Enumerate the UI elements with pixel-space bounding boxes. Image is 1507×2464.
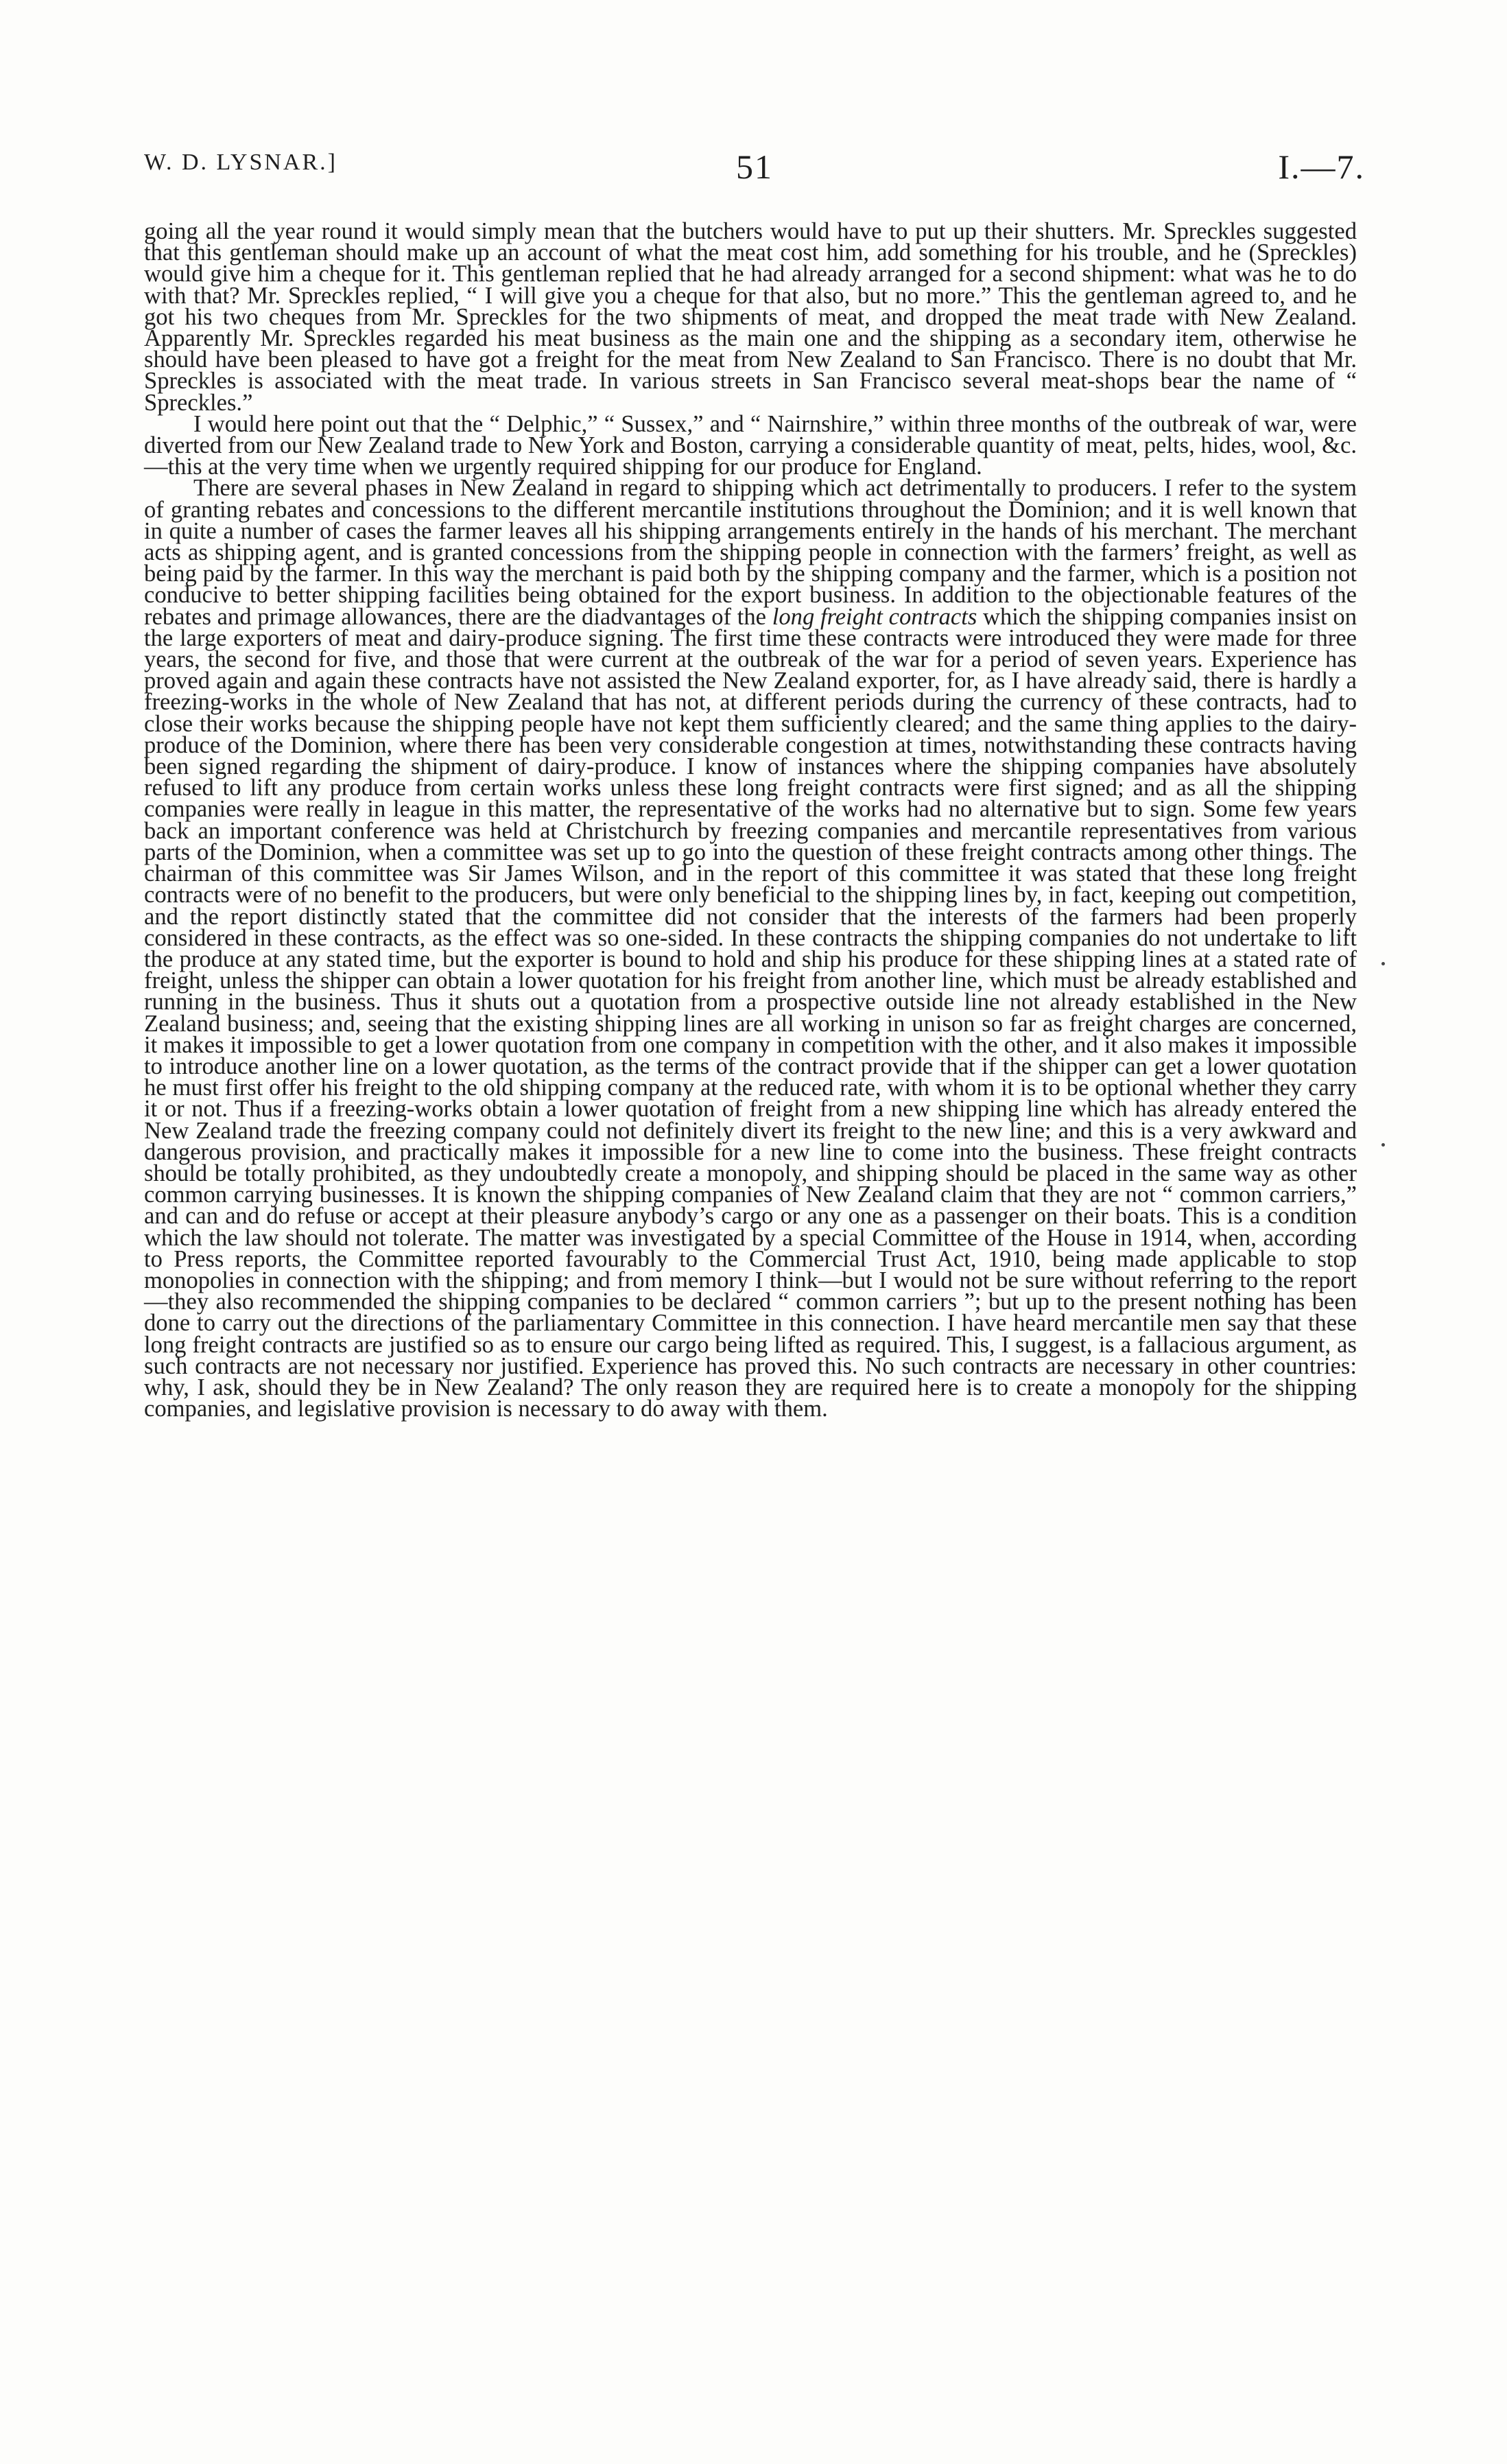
paragraph-freight-contracts-part2: which the shipping companies insist on the large exporters of meat and dairy-produce signing. The first time these contracts were introduced they were made for three years, the second for five, and those that were current at the outbreak of the war for a period of seven years. Experience has proved again and again these contracts have not assisted the New Zealand exporter, for, as I have already said, there is hardly a freezing-works in the whole of New Zealand that has not, at different periods during the currency of these contracts, had to close their works because the shipping people have not kept them sufficiently cleared; and the same thing applies to the dairy-produce of the Dominion, where there has been very considerable congestion at times, notwithstanding these contracts having been signed regarding the shipment of dairy-produce. I know of instances where the shipping companies have absolutely refused to lift any produce from certain works unless these long freight contracts were first signed; and as all the shipping companies were really in league in this matter, the representative of the works had no alternative but to sign. Some few years back an important conference was held at Christchurch by freezing companies and mercantile representatives from various parts of the Dominion, when a committee was set up to go into the question of these freight contracts among other things. The chairman of this committee was Sir James Wilson, and in the report of this committee it was stated that these long freight contracts were of no benefit to the producers, but were only beneficial to the shipping lines by, in fact, keeping out competition, and the report distinctly stated that the committee did not consider that the interests of the farmers had been properly considered in these contracts, as the effect was so one-sided. In these contracts the shipping companies do not undertake to lift the produce at any stated time, but the exporter is bound to hold and ship his produce for these shipping lines at a stated rate of freight, unless the shipper can obtain a lower quotation for his freight from another line, which must be already established and running in the business. Thus it shuts out a quotation from a prospective outside line not already established in the New Zealand business; and, seeing that the existing shipping lines are all working in unison so far as freight charges are concerned, it makes it impossible to get a lower quotation from one company in competition with the other, and it also makes it impossible to introduce another line on a lower quotation, as the terms of the contract provide that if the shipper can get a lower quotation he must first offer his freight to the old shipping company at the reduced rate, with whom it is to be optional whether they carry it or not. Thus if a freezing-works obtain a lower quotation of freight from a new shipping line which has already entered the New Zealand trade the freezing company could not definitely divert its freight to the new line; and this is a very awkward and dangerous provision, and practically makes it impossible for a new line to come into the business. These freight contracts should be totally prohibited, as they undoubtedly create a monopoly, and shipping should be placed in the same way as other common carrying businesses. It is known the shipping companies of New Zealand claim that they are not “ common carriers,” and can and do refuse or accept at their pleasure anybody’s cargo or any one as a passenger on their boats. This is a condition which the law should not tolerate. The matter was investigated by a special Committee of the House in 1914, when, according to Press reports, the Committee reported favourably to the Commercial Trust Act, 1910, being made applicable to stop monopolies in connection with the shipping; and from memory I think—but I would not be sure without referring to the report—they also recommended the shipping companies to be declared “ common carriers ”; but up to the present nothing has been done to carry out the directions of the parliamentary Committee in this connection. I have heard mercantile men say that these long freight contracts are justified so as to ensure our cargo being lifted as required. This, I suggest, is a fallacious argument, as such contracts are not necessary nor justified. Experience has proved this. No such contracts are necessary in other countries: why, I ask, should they be in New Zealand? The only reason they are required here is to create a monopoly for the shipping companies, and legislative provision is necessary to do away with them. xyxy=(144,603,1357,1422)
author-reference: W. D. LYSNAR.] xyxy=(144,150,337,175)
body-text xyxy=(144,218,1357,1422)
document-reference: I.—7. xyxy=(1278,148,1365,186)
italic-long-freight-contracts: long freight contracts xyxy=(772,603,977,630)
paragraph-diverted-ships: I would here point out that the “ Delphic,” “ Sussex,” and “ Nairnshire,” within three months of the outbreak of war, were diverted from our New Zealand trade to New York and Boston, carrying a considerable quantity of meat, pelts, hides, wool, &c.—this at the very time when we urgently required shipping for our produce for England. xyxy=(144,410,1357,480)
paragraph-freight-contracts xyxy=(144,475,1357,1422)
margin-mark xyxy=(1381,962,1385,965)
margin-mark xyxy=(1381,1143,1385,1147)
page-number: 51 xyxy=(736,148,773,186)
paragraph-freight-contracts-part1: There are several phases in New Zealand in regard to shipping which act detrimentally to producers. I refer to the system of granting rebates and concessions to the different mercantile institutions throughout the Dominion; and it is well known that in quite a number of cases the farmer leaves all his shipping arrangements entirely in the hands of his merchant. The merchant acts as shipping agent, and is granted concessions from the shipping people in connection with the farmers’ freight, as well as being paid by the farmer. In this way the merchant is paid both by the shipping company and the farmer, which is a position not conducive to better shipping facilities being obtained for the export business. In addition to the objectionable features of the rebates and primage allowances, there are the diadvantages of the xyxy=(144,475,1357,630)
paragraph-spreckles: going all the year round it would simply mean that the butchers would have to put up their shutters. Mr. Spreckles suggested that this gentleman should make up an account of what the meat cost him, add something for his trouble, and he (Spreckles) would give him a cheque for it. This gentleman replied that he had already arranged for a second shipment: what was he to do with that? Mr. Spreckles replied, “ I will give you a cheque for that also, but no more.” This the gentleman agreed to, and he got his two cheques from Mr. Spreckles for the two shipments of meat, and dropped the meat trade with New Zealand. Apparently Mr. Spreckles regarded his meat business as the main one and the shipping as a secondary item, otherwise he should have been pleased to have got a freight for the meat from New Zealand to San Francisco. There is no doubt that Mr. Spreckles is associated with the meat trade. In various streets in San Francisco several meat-shops bear the name of “ Spreckles.” xyxy=(144,218,1357,416)
page-header xyxy=(144,150,1365,191)
